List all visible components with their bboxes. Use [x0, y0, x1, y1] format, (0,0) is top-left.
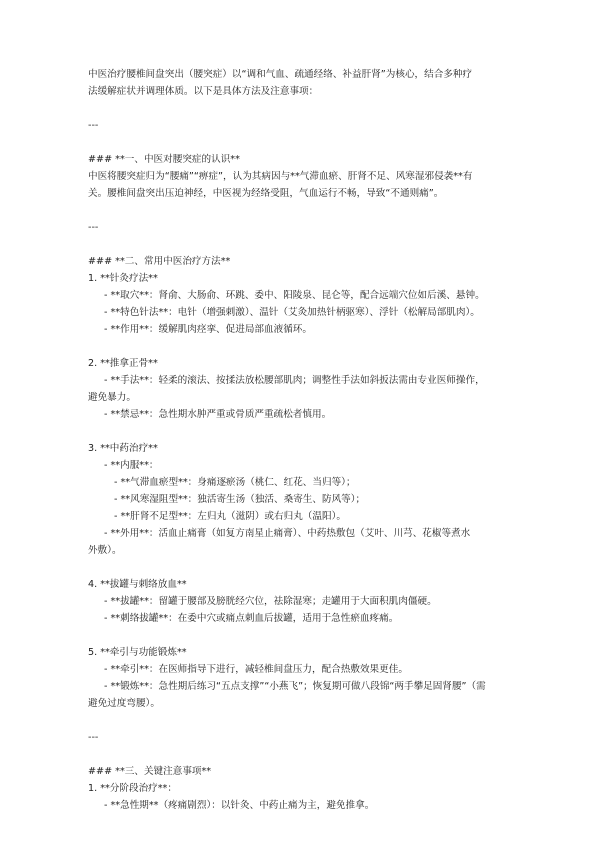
exercise-traction: - **牵引**：在医师指导下进行，减轻椎间盘压力，配合热敷效果更佳。: [104, 664, 408, 675]
intro-line-1: 中医治疗腰椎间盘突出（腰突症）以“调和气血、疏通经络、补益肝肾”为核心，结合多种疗: [88, 69, 473, 80]
herbal-qi-type: - **气滞血瘀型**：身痛逐瘀汤（桃仁、红花、当归等）；: [114, 477, 356, 488]
exercise-title: 5. **牵引与功能锻炼**: [88, 647, 187, 658]
acupuncture-special: - **特色针法**：电针（增强刺激）、温针（艾灸加热针柄驱寒）、浮针（松解局部肌肉）。: [104, 307, 480, 318]
document-body: [88, 66, 520, 814]
stage-acute: - **急性期**（疼痛剧烈）：以针灸、中药止痛为主，避免推拿。: [104, 800, 375, 811]
tuina-method-cont: 避免暴力。: [88, 392, 136, 403]
section1-heading: ### **一、中医对腰突症的认识**: [88, 154, 240, 165]
exercise-training-cont: 避免过度弯腰）。: [88, 698, 160, 709]
separator: ---: [88, 120, 99, 131]
section1-line-2: 关。腰椎间盘突出压迫神经，中医视为经络受阻，气血运行不畅，导致“不通则痛”。: [88, 188, 444, 199]
acupuncture-points: - **取穴**：肾俞、大肠俞、环跳、委中、阳陵泉、昆仑等，配合远端穴位如后溪、悬钟。: [104, 290, 485, 301]
herbal-title: 3. **中药治疗**: [88, 443, 158, 454]
section1-line-1: 中医将腰突症归为“腰痛”“痹症”，认为其病因与**气滞血瘀、肝肾不足、风寒湿邪侵袭**有: [88, 171, 473, 182]
herbal-external: - **外用**：活血止痛膏（如复方南星止痛膏）、中药热敷包（艾叶、川芎、花椒等煮水: [104, 528, 471, 539]
tuina-title: 2. **推拿正骨**: [88, 358, 158, 369]
cupping-title: 4. **拔罐与刺络放血**: [88, 579, 187, 590]
acupuncture-effect: - **作用**：缓解肌肉痉挛、促进局部血液循环。: [104, 324, 312, 335]
section3-heading: ### **三、关键注意事项**: [88, 766, 212, 777]
cupping-cup: - **拔罐**：留罐于腰部及膀胱经穴位，祛除湿寒；走罐用于大面积肌肉僵硬。: [104, 596, 437, 607]
acupuncture-title: 1. **针灸疗法**: [88, 273, 158, 284]
separator: ---: [88, 222, 99, 233]
exercise-training: - **锻炼**：急性期后练习“五点支撑”“小燕飞”；恢复期可做八段锦“两手攀足固肾腰”（需: [104, 681, 486, 692]
herbal-internal: - **内服**：: [104, 460, 159, 471]
herbal-external-cont: 外敷）。: [88, 545, 122, 556]
tuina-avoid: - **禁忌**：急性期水肿严重或骨质严重疏松者慎用。: [104, 409, 332, 420]
separator: ---: [88, 732, 99, 743]
tuina-method: - **手法**：轻柔的滚法、按揉法放松腰部肌肉；调整性手法如斜扳法需由专业医师操作，: [104, 375, 485, 386]
herbal-cold-type: - **风寒湿阻型**：独活寄生汤（独活、桑寄生、防风等）；: [114, 494, 366, 505]
intro-line-2: 法缓解症状并调理体质。以下是具体方法及注意事项：: [88, 86, 319, 97]
section2-heading: ### **二、常用中医治疗方法**: [88, 256, 231, 267]
stage-title: 1. **分阶段治疗**：: [88, 783, 177, 794]
herbal-kidney-type: - **肝肾不足型**：左归丸（滋阴）或右归丸（温阳）。: [114, 511, 346, 522]
cupping-bleed: - **刺络拔罐**：在委中穴或痛点刺血后拔罐，适用于急性瘀血疼痛。: [104, 613, 399, 624]
